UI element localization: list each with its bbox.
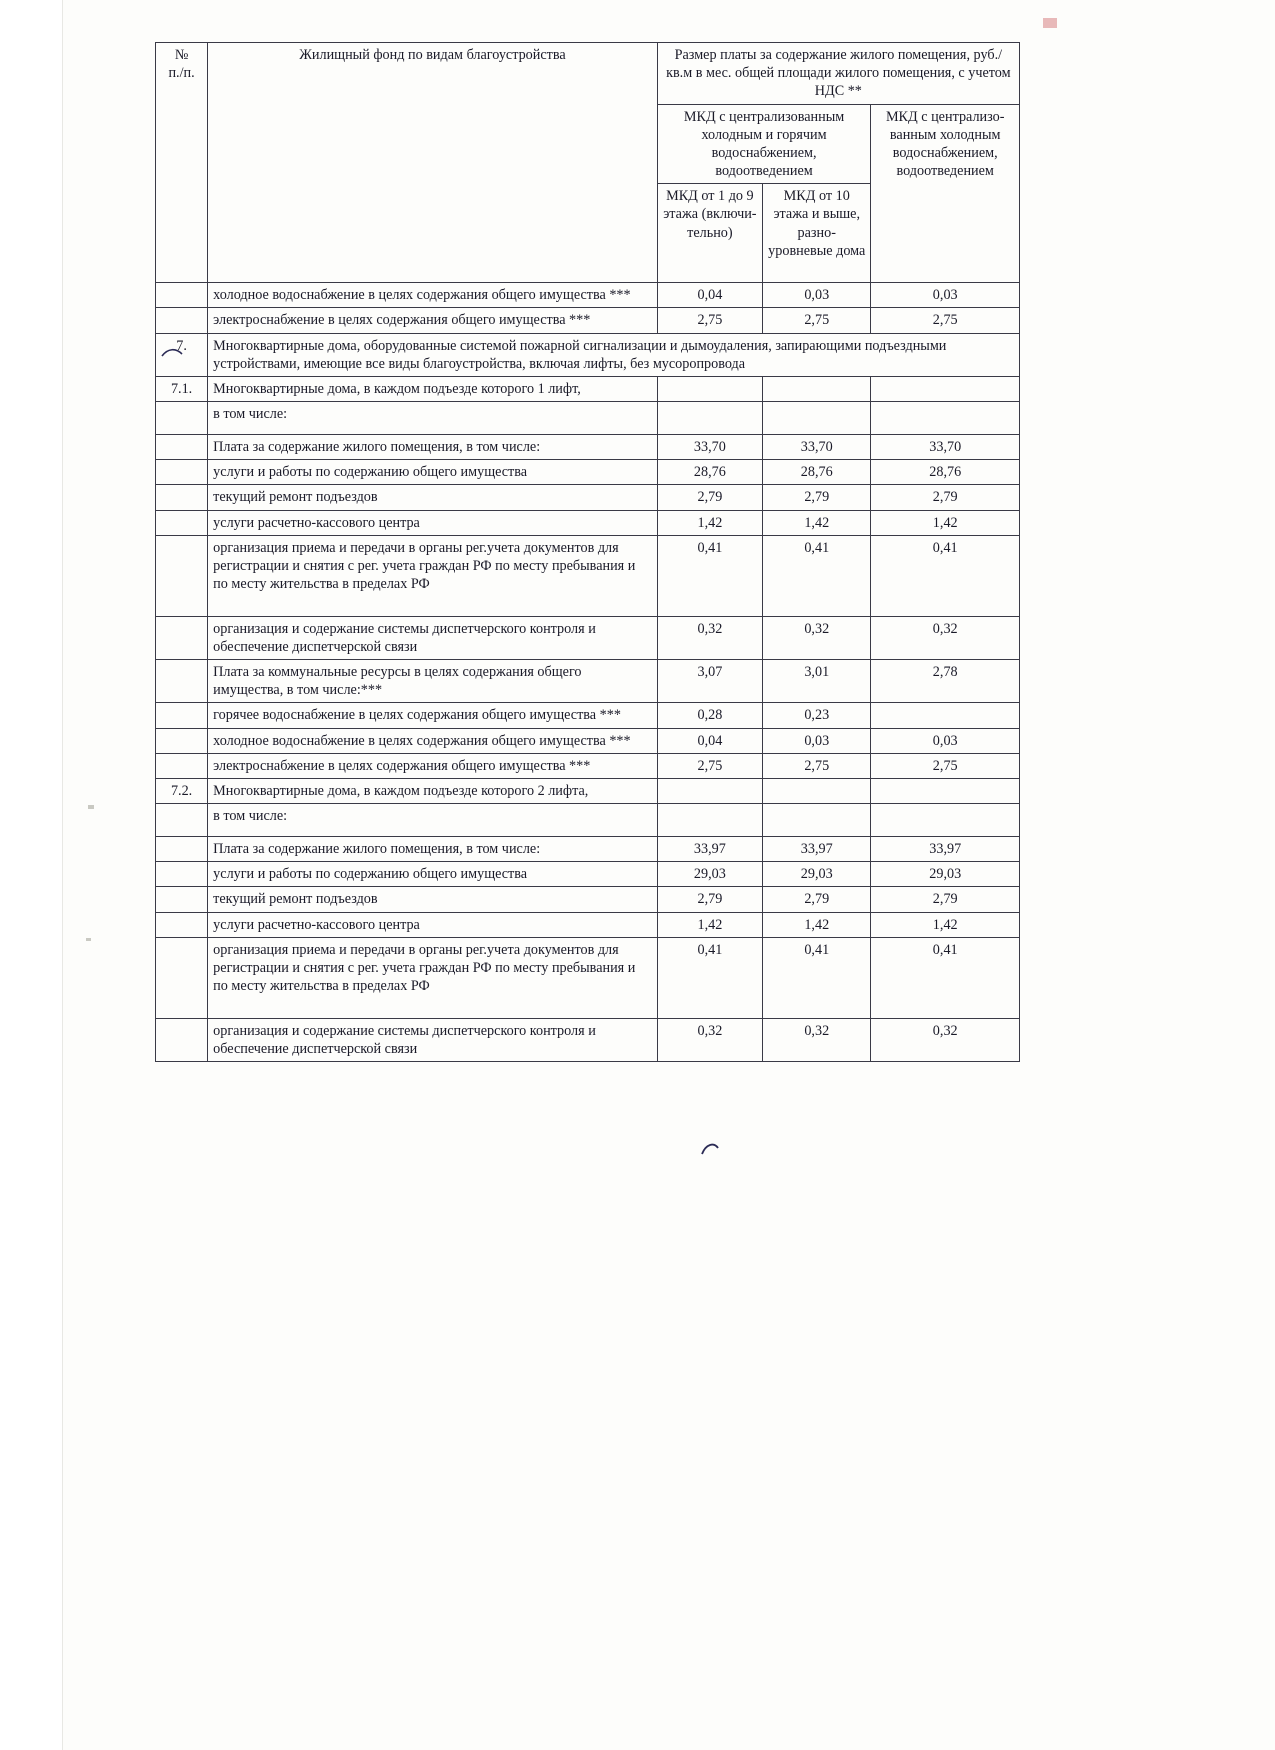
- table-row: [156, 1018, 1020, 1061]
- row-number: [156, 460, 208, 485]
- row-value-2: 1,42: [763, 912, 871, 937]
- row-label: услуги и работы по содержанию общего имущества: [208, 460, 658, 485]
- section-number: 7.: [156, 333, 208, 376]
- row-number: [156, 402, 208, 435]
- row-value-1: 0,41: [657, 535, 762, 616]
- row-value-2: 3,01: [763, 660, 871, 703]
- row-label: организация и содержание системы диспетчерского контроля и обеспечение диспетчерской связи: [208, 616, 658, 659]
- row-value-1: 33,70: [657, 435, 762, 460]
- row-value-1: 0,32: [657, 616, 762, 659]
- row-label: организация и содержание системы диспетчерского контроля и обеспечение диспетчерской связи: [208, 1018, 658, 1061]
- row-value-1: [657, 804, 762, 837]
- subsection-row-7-2: [156, 778, 1020, 803]
- table-row: [156, 535, 1020, 616]
- row-label: электроснабжение в целях содержания общего имущества ***: [208, 753, 658, 778]
- row-number: [156, 862, 208, 887]
- row-value-1: 2,75: [657, 308, 762, 333]
- table-row: [156, 283, 1020, 308]
- row-value-1: 2,79: [657, 887, 762, 912]
- row-value-1: 1,42: [657, 510, 762, 535]
- row-value-1: 28,76: [657, 460, 762, 485]
- row-number: [156, 283, 208, 308]
- table-row: [156, 510, 1020, 535]
- subsection-row-7-1: [156, 376, 1020, 401]
- row-label: горячее водоснабжение в целях содержания общего имущества ***: [208, 703, 658, 728]
- table-row: [156, 308, 1020, 333]
- rates-table: [155, 42, 1020, 1062]
- row-value-2: [763, 402, 871, 435]
- row-value-3: 0,41: [871, 937, 1020, 1018]
- row-label: холодное водоснабжение в целях содержания общего имущества ***: [208, 728, 658, 753]
- scan-artifact-dot-2: [86, 938, 91, 941]
- row-number: [156, 887, 208, 912]
- table-row: [156, 460, 1020, 485]
- table-row: [156, 912, 1020, 937]
- row-value-2: 2,79: [763, 887, 871, 912]
- header-col-cold-only: МКД с централизо-ванным холодным водоснабжением, водоотведением: [871, 104, 1020, 283]
- row-value-2: [763, 804, 871, 837]
- subsection-number: 7.1.: [156, 376, 208, 401]
- table-row: [156, 862, 1020, 887]
- row-value-1: 33,97: [657, 837, 762, 862]
- row-label: услуги и работы по содержанию общего имущества: [208, 862, 658, 887]
- row-value-3: 0,41: [871, 535, 1020, 616]
- table-row: [156, 435, 1020, 460]
- scan-left-margin: [0, 0, 63, 1750]
- subsection-value-3: [871, 376, 1020, 401]
- row-number: [156, 1018, 208, 1061]
- row-label: услуги расчетно-кассового центра: [208, 912, 658, 937]
- row-value-2: 0,23: [763, 703, 871, 728]
- table-header: [156, 43, 1020, 283]
- header-group-cold-hot: МКД с централизованным холодным и горячим водоснабжением, водоотведением: [657, 104, 871, 184]
- subsection-value-1: [657, 376, 762, 401]
- table-body: [156, 283, 1020, 1062]
- row-value-3: [871, 402, 1020, 435]
- row-value-3: 2,79: [871, 485, 1020, 510]
- subsection-value-3: [871, 778, 1020, 803]
- row-value-2: 0,32: [763, 616, 871, 659]
- row-value-3: [871, 703, 1020, 728]
- row-value-2: 33,70: [763, 435, 871, 460]
- header-col-number-line1: №: [174, 47, 189, 63]
- row-value-3: 2,79: [871, 887, 1020, 912]
- row-number: [156, 510, 208, 535]
- row-value-3: 0,32: [871, 1018, 1020, 1061]
- row-value-1: 0,04: [657, 728, 762, 753]
- row-value-2: 0,03: [763, 283, 871, 308]
- header-rate-title: Размер платы за содержание жилого помещения, руб./кв.м в мес. общей площади жилого помещения, с учетом НДС **: [657, 43, 1019, 105]
- row-value-3: 0,32: [871, 616, 1020, 659]
- row-label: Плата за коммунальные ресурсы в целях содержания общего имущества, в том числе:***: [208, 660, 658, 703]
- header-col-housing-fund: Жилищный фонд по видам благоустройства: [208, 43, 658, 283]
- rates-table-container: [155, 42, 1020, 1062]
- header-col-floors-1-9: МКД от 1 до 9 этажа (включи-тельно): [657, 184, 762, 283]
- row-value-2: 0,41: [763, 535, 871, 616]
- row-value-3: 0,03: [871, 728, 1020, 753]
- row-number: [156, 937, 208, 1018]
- row-value-1: [657, 402, 762, 435]
- row-number: [156, 435, 208, 460]
- row-value-2: 2,75: [763, 308, 871, 333]
- row-value-1: 0,04: [657, 283, 762, 308]
- row-value-3: 2,75: [871, 308, 1020, 333]
- row-number: [156, 660, 208, 703]
- row-value-3: 1,42: [871, 912, 1020, 937]
- row-label-in-that-number: в том числе:: [208, 402, 658, 435]
- row-label: текущий ремонт подъездов: [208, 485, 658, 510]
- scan-artifact-dot-3: [1043, 18, 1057, 28]
- table-row: [156, 703, 1020, 728]
- row-number: [156, 616, 208, 659]
- row-value-2: 0,03: [763, 728, 871, 753]
- row-value-2: 28,76: [763, 460, 871, 485]
- row-value-1: 3,07: [657, 660, 762, 703]
- row-value-2: 2,75: [763, 753, 871, 778]
- row-value-2: 1,42: [763, 510, 871, 535]
- row-value-1: 29,03: [657, 862, 762, 887]
- subsection-title: Многоквартирные дома, в каждом подъезде которого 2 лифта,: [208, 778, 658, 803]
- table-row: [156, 837, 1020, 862]
- row-value-3: 1,42: [871, 510, 1020, 535]
- table-row: [156, 402, 1020, 435]
- row-value-3: 33,97: [871, 837, 1020, 862]
- row-number: [156, 728, 208, 753]
- row-number: [156, 912, 208, 937]
- row-number: [156, 837, 208, 862]
- row-value-2: 33,97: [763, 837, 871, 862]
- row-number: [156, 703, 208, 728]
- table-row: [156, 753, 1020, 778]
- table-row: [156, 485, 1020, 510]
- scan-artifact-dot-1: [88, 805, 94, 809]
- row-value-3: 2,78: [871, 660, 1020, 703]
- row-number: [156, 535, 208, 616]
- row-value-3: 29,03: [871, 862, 1020, 887]
- table-row: [156, 660, 1020, 703]
- pen-mark-center: [700, 1138, 724, 1158]
- subsection-number: 7.2.: [156, 778, 208, 803]
- row-value-2: 0,41: [763, 937, 871, 1018]
- header-col-floors-10-plus: МКД от 10 этажа и выше, разно-уровневые дома: [763, 184, 871, 283]
- subsection-value-1: [657, 778, 762, 803]
- header-row-1: [156, 43, 1020, 105]
- table-row: [156, 937, 1020, 1018]
- row-label: организация приема и передачи в органы рег.учета документов для регистрации и снятия с рег. учета граждан РФ по месту пребывания и по месту жительства в пределах РФ: [208, 937, 658, 1018]
- table-row: [156, 887, 1020, 912]
- row-label: Плата за содержание жилого помещения, в том числе:: [208, 435, 658, 460]
- table-row: [156, 728, 1020, 753]
- row-value-1: 0,28: [657, 703, 762, 728]
- header-col-number-line2: п./п.: [168, 65, 195, 82]
- row-label: текущий ремонт подъездов: [208, 887, 658, 912]
- row-number: [156, 753, 208, 778]
- row-label: организация приема и передачи в органы рег.учета документов для регистрации и снятия с рег. учета граждан РФ по месту пребывания и по месту жительства в пределах РФ: [208, 535, 658, 616]
- section-title: Многоквартирные дома, оборудованные системой пожарной сигнализации и дымоудаления, запирающими подъездными устройствами, имеющие все виды благоустройства, включая лифты, без мусоропровода: [208, 333, 1020, 376]
- subsection-value-2: [763, 376, 871, 401]
- table-row: [156, 804, 1020, 837]
- subsection-value-2: [763, 778, 871, 803]
- row-value-2: 29,03: [763, 862, 871, 887]
- subsection-title: Многоквартирные дома, в каждом подъезде которого 1 лифт,: [208, 376, 658, 401]
- row-value-1: 0,32: [657, 1018, 762, 1061]
- row-value-1: 2,79: [657, 485, 762, 510]
- table-row: [156, 616, 1020, 659]
- row-label-in-that-number: в том числе:: [208, 804, 658, 837]
- row-value-3: 33,70: [871, 435, 1020, 460]
- row-value-2: 0,32: [763, 1018, 871, 1061]
- section-row-7: [156, 333, 1020, 376]
- row-value-3: 0,03: [871, 283, 1020, 308]
- row-label: электроснабжение в целях содержания общего имущества ***: [208, 308, 658, 333]
- row-number: [156, 308, 208, 333]
- row-number: [156, 804, 208, 837]
- row-label: услуги расчетно-кассового центра: [208, 510, 658, 535]
- row-label: Плата за содержание жилого помещения, в том числе:: [208, 837, 658, 862]
- header-col-number: [156, 43, 208, 283]
- row-value-3: [871, 804, 1020, 837]
- row-number: [156, 485, 208, 510]
- row-value-3: 2,75: [871, 753, 1020, 778]
- row-value-3: 28,76: [871, 460, 1020, 485]
- row-value-2: 2,79: [763, 485, 871, 510]
- row-value-1: 2,75: [657, 753, 762, 778]
- row-label: холодное водоснабжение в целях содержания общего имущества ***: [208, 283, 658, 308]
- row-value-1: 1,42: [657, 912, 762, 937]
- row-value-1: 0,41: [657, 937, 762, 1018]
